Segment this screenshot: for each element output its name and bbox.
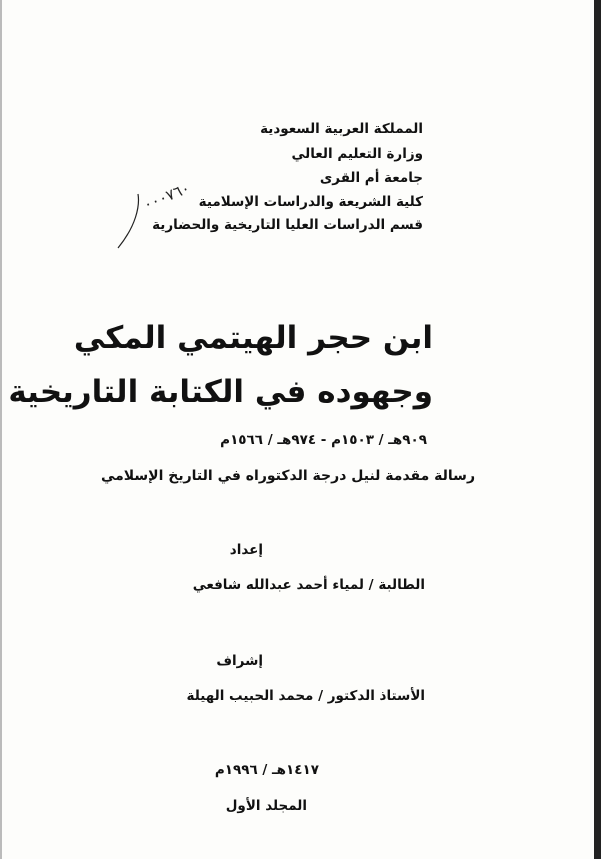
handwritten-stroke — [98, 176, 238, 256]
lifespan-dates: ٩٠٩هـ / ١٥٠٣م - ٩٧٤هـ / ١٥٦٦م — [220, 432, 427, 448]
handwritten-accession-mark — [98, 176, 238, 260]
prepared-by-label: إعداد — [229, 542, 263, 558]
title-line-2: وجهوده في الكتابة التاريخية — [8, 374, 433, 410]
header-line-kingdom: المملكة العربية السعودية — [260, 121, 423, 137]
supervision-label: إشراف — [216, 653, 263, 669]
volume-label: المجلد الأول — [225, 798, 307, 814]
page-edge-right — [594, 0, 601, 859]
title-line-1: ابن حجر الهيتمي المكي — [73, 320, 433, 356]
page-edge-left — [0, 0, 2, 859]
thesis-statement: رسالة مقدمة لنيل درجة الدكتوراه في التاريخ الإسلامي — [100, 468, 475, 484]
student-name: الطالبة / لمياء أحمد عبدالله شافعي — [192, 577, 425, 593]
header-line-department: قسم الدراسات العليا التاريخية والحضارية — [152, 217, 423, 233]
supervisor-name: الأستاذ الدكتور / محمد الحبيب الهيلة — [186, 688, 425, 704]
header-line-university: جامعة أم القرى — [319, 170, 423, 186]
handwritten-number: ٠٠٠٧٦٠ — [140, 178, 193, 214]
publication-year: ١٤١٧هـ / ١٩٩٦م — [214, 762, 319, 778]
header-line-ministry: وزارة التعليم العالي — [291, 146, 423, 162]
header-line-college: كلية الشريعة والدراسات الإسلامية — [198, 194, 423, 210]
